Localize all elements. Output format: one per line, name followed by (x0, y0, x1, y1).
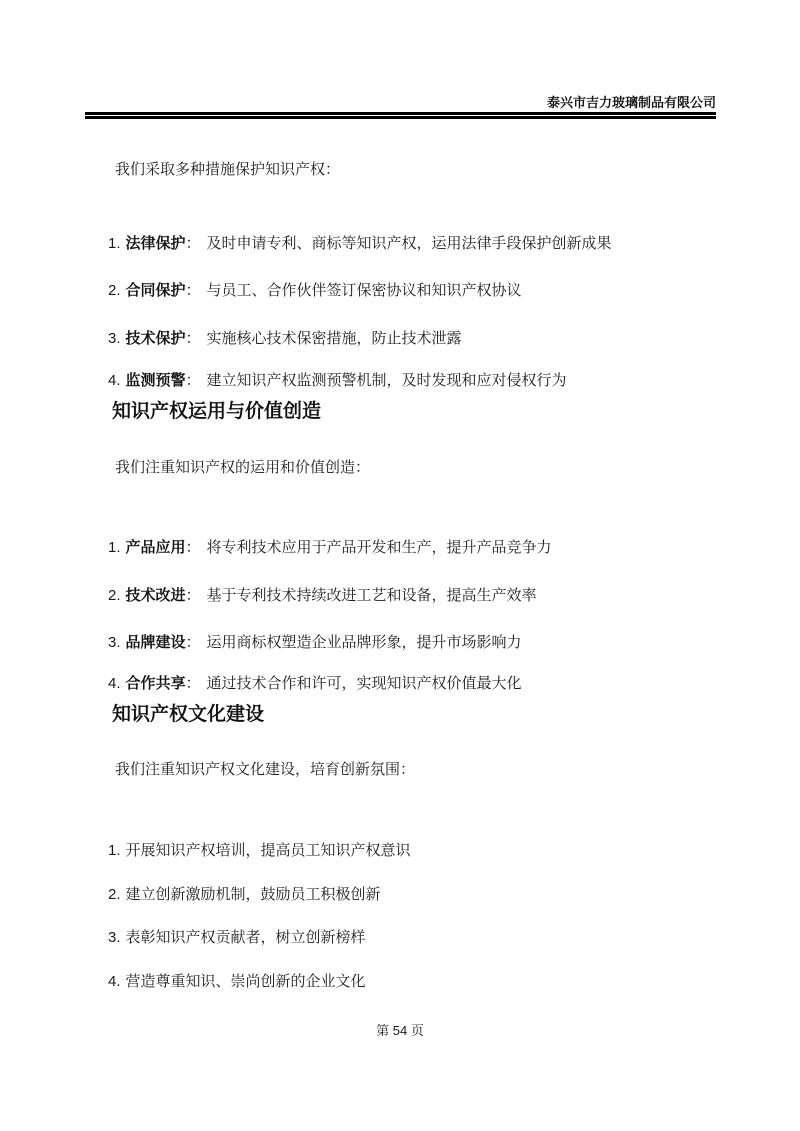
intro-paragraph-culture: 我们注重知识产权文化建设，培育创新氛围： (115, 761, 416, 778)
list-term: 监测预警 (125, 372, 186, 389)
list-text: 与员工、合作伙伴签订保密协议和知识产权协议 (206, 282, 522, 299)
list-number: 1. (108, 539, 121, 556)
list-colon: ： (185, 587, 201, 604)
list-item (108, 370, 748, 391)
list-number: 1. (108, 235, 121, 252)
list-item (108, 840, 748, 861)
intro-paragraph-usage: 我们注重知识产权的运用和价值创造： (115, 459, 371, 476)
list-text: 营造尊重知识、崇尚创新的企业文化 (125, 973, 366, 990)
list-number: 3. (108, 330, 121, 347)
list-number: 1. (108, 842, 121, 859)
list-item (108, 280, 748, 301)
list-colon: ： (185, 634, 201, 651)
list-text: 建立创新激励机制，鼓励员工积极创新 (125, 886, 381, 903)
list-number: 4. (108, 372, 121, 389)
list-text: 运用商标权塑造企业品牌形象，提升市场影响力 (206, 634, 522, 651)
list-item (108, 673, 748, 694)
list-term: 法律保护 (125, 235, 186, 252)
list-item (108, 971, 748, 992)
list-number: 4. (108, 973, 121, 990)
list-text: 建立知识产权监测预警机制，及时发现和应对侵权行为 (206, 372, 567, 389)
section-heading-usage: 知识产权运用与价值创造 (112, 401, 322, 422)
page-number: 第 54 页 (376, 1023, 424, 1038)
list-colon: ： (185, 675, 201, 692)
list-colon: ： (185, 330, 201, 347)
list-text: 开展知识产权培训，提高员工知识产权意识 (125, 842, 411, 859)
list-number: 3. (108, 929, 121, 946)
list-text: 表彰知识产权贡献者，树立创新榜样 (125, 929, 366, 946)
list-text: 及时申请专利、商标等知识产权，运用法律手段保护创新成果 (206, 235, 612, 252)
list-item (108, 537, 748, 558)
list-colon: ： (185, 235, 201, 252)
section-heading-culture: 知识产权文化建设 (112, 704, 265, 725)
list-number: 3. (108, 634, 121, 651)
header-rule (85, 112, 716, 119)
list-term: 合作共享 (125, 675, 186, 692)
company-name: 泰兴市吉力玻璃制品有限公司 (546, 95, 716, 110)
list-term: 技术保护 (125, 330, 186, 347)
list-term: 合同保护 (125, 282, 186, 299)
list-text: 将专利技术应用于产品开发和生产，提升产品竞争力 (206, 539, 552, 556)
list-number: 4. (108, 675, 121, 692)
list-number: 2. (108, 282, 121, 299)
list-text: 基于专利技术持续改进工艺和设备，提高生产效率 (206, 587, 537, 604)
list-term: 品牌建设 (125, 634, 186, 651)
list-term: 产品应用 (125, 539, 186, 556)
list-term: 技术改进 (125, 587, 186, 604)
intro-paragraph-protection: 我们采取多种措施保护知识产权： (115, 161, 341, 178)
list-text: 实施核心技术保密措施，防止技术泄露 (206, 330, 462, 347)
list-item (108, 632, 748, 653)
list-colon: ： (185, 539, 201, 556)
list-number: 2. (108, 886, 121, 903)
list-colon: ： (185, 282, 201, 299)
list-colon: ： (185, 372, 201, 389)
list-item (108, 233, 748, 254)
list-text: 通过技术合作和许可，实现知识产权价值最大化 (206, 675, 522, 692)
list-item (108, 927, 748, 948)
list-item (108, 328, 748, 349)
list-number: 2. (108, 587, 121, 604)
list-item (108, 884, 748, 905)
list-item (108, 585, 748, 606)
